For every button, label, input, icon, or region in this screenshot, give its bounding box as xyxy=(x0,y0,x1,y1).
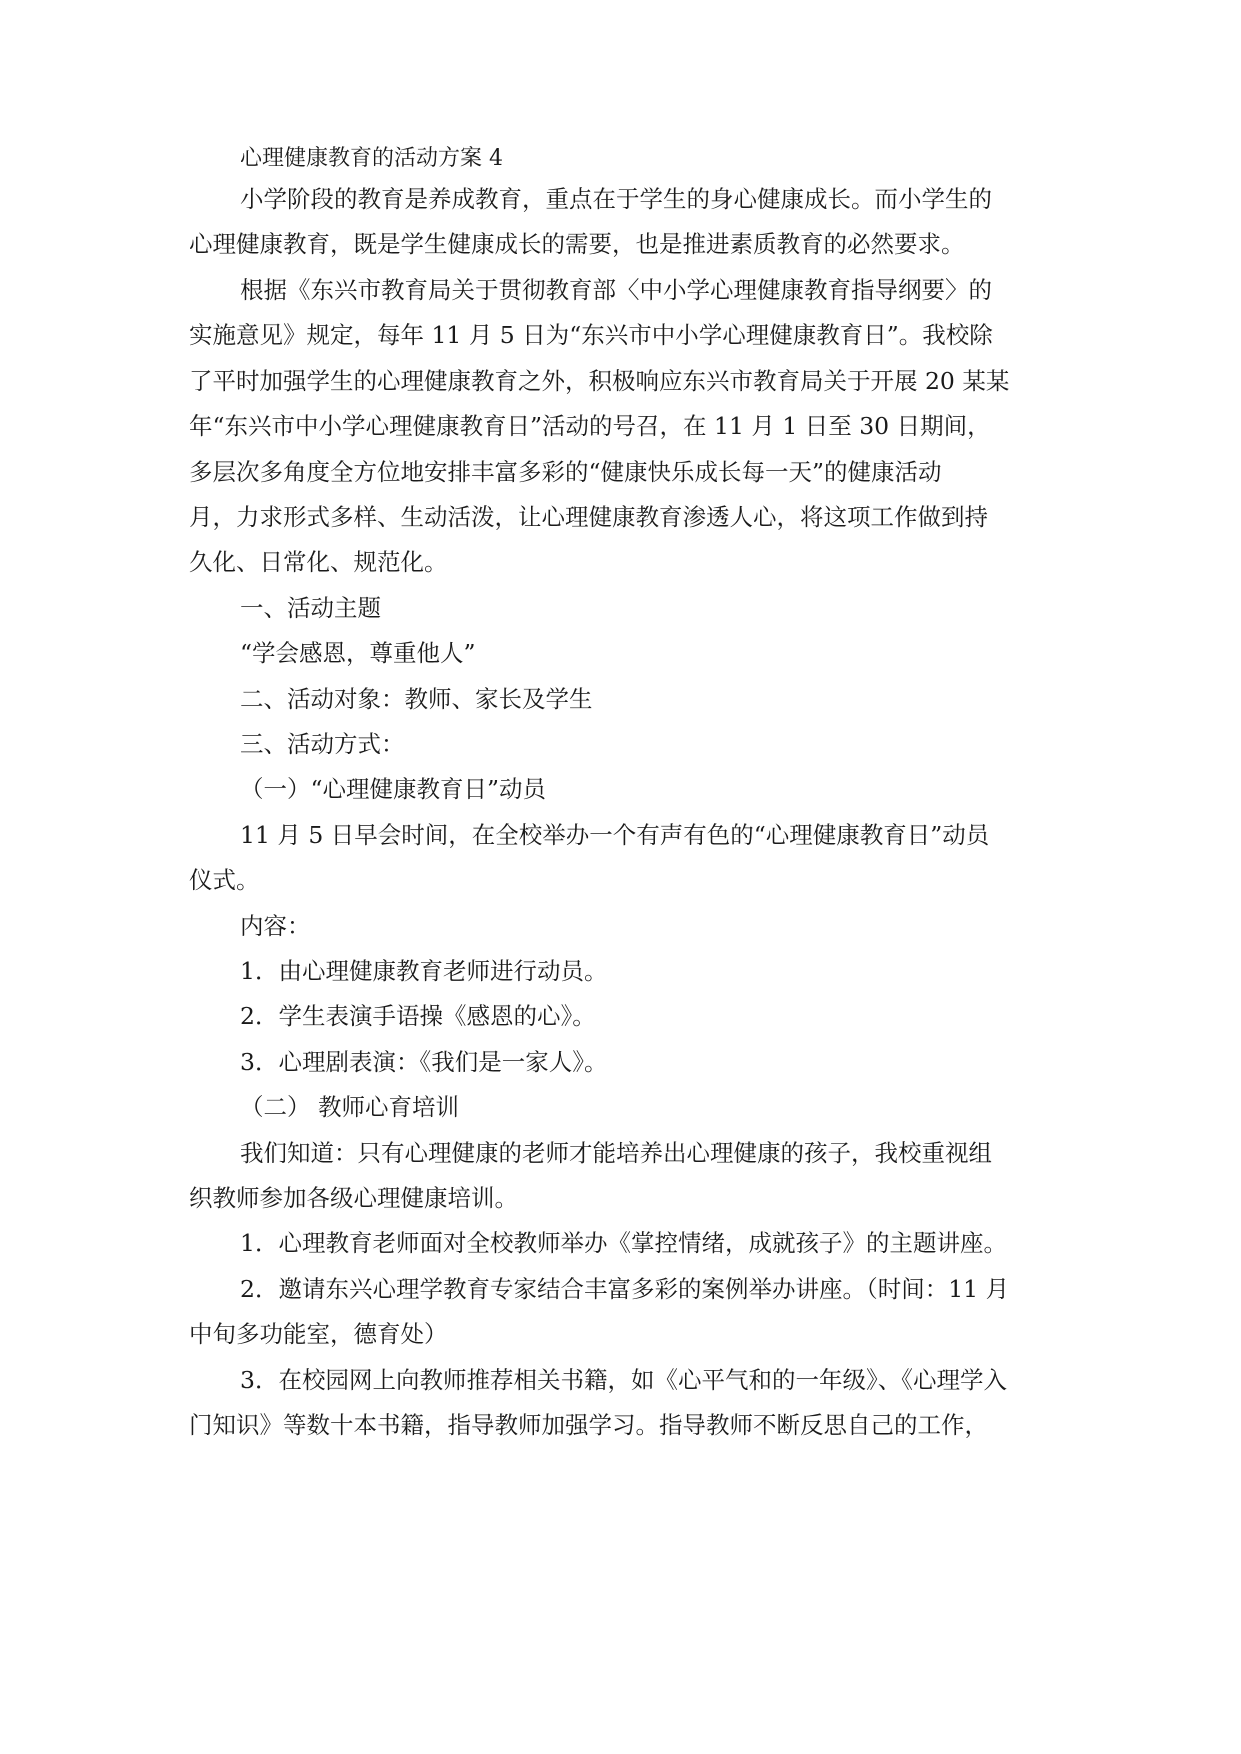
subsection-heading: （一）“心理健康教育日”动员 xyxy=(240,775,547,803)
paragraph-line: 年“东兴市中小学心理健康教育日”活动的号召，在 11 月 1 日至 30 日期间， xyxy=(189,412,991,440)
paragraph-line: 多层次多角度全方位地安排丰富多彩的“健康快乐成长每一天”的健康活动 xyxy=(189,458,942,486)
section-heading: 二、活动对象：教师、家长及学生 xyxy=(240,685,593,713)
paragraph-line: 根据《东兴市教育局关于贯彻教育部〈中小学心理健康教育指导纲要〉的 xyxy=(240,276,992,304)
paragraph-line: 中旬多功能室，德育处） xyxy=(189,1320,448,1348)
paragraph-line: 我们知道：只有心理健康的老师才能培养出心理健康的孩子，我校重视组 xyxy=(240,1139,992,1167)
paragraph-line: 实施意见》规定，每年 11 月 5 日为“东兴市中小学心理健康教育日”。我校除 xyxy=(189,321,993,349)
paragraph-line: 门知识》等数十本书籍，指导教师加强学习。指导教师不断反思自己的工作， xyxy=(189,1411,988,1439)
section-heading: 三、活动方式： xyxy=(240,730,405,758)
list-item: 2．邀请东兴心理学教育专家结合丰富多彩的案例举办讲座。（时间：11 月 xyxy=(240,1275,1010,1303)
paragraph-line: “学会感恩，尊重他人” xyxy=(240,639,476,667)
list-item: 3．心理剧表演：《我们是一家人》。 xyxy=(240,1048,608,1076)
paragraph-line: 11 月 5 日早会时间，在全校举办一个有声有色的“心理健康教育日”动员 xyxy=(240,821,990,849)
paragraph-line: 月，力求形式多样、生动活泼，让心理健康教育渗透人心，将这项工作做到持 xyxy=(189,503,988,531)
paragraph-line: 仪式。 xyxy=(189,866,260,894)
subsection-heading: （二） 教师心育培训 xyxy=(240,1093,459,1121)
document-title: 心理健康教育的活动方案 4 xyxy=(240,146,503,171)
paragraph-line: 内容： xyxy=(240,912,311,940)
paragraph-line: 小学阶段的教育是养成教育，重点在于学生的身心健康成长。而小学生的 xyxy=(240,185,992,213)
list-item: 3．在校园网上向教师推荐相关书籍，如《心平气和的一年级》、《心理学入 xyxy=(240,1366,1007,1394)
paragraph-line: 织教师参加各级心理健康培训。 xyxy=(189,1184,518,1212)
paragraph-line: 了平时加强学生的心理健康教育之外，积极响应东兴市教育局关于开展 20 某某 xyxy=(189,367,1010,395)
paragraph-line: 久化、日常化、规范化。 xyxy=(189,548,448,576)
list-item: 1．心理教育老师面对全校教师举办《掌控情绪，成就孩子》的主题讲座。 xyxy=(240,1229,1007,1257)
paragraph-line: 心理健康教育，既是学生健康成长的需要，也是推进素质教育的必然要求。 xyxy=(189,230,965,258)
section-heading: 一、活动主题 xyxy=(240,594,381,622)
list-item: 1．由心理健康教育老师进行动员。 xyxy=(240,957,608,985)
list-item: 2．学生表演手语操《感恩的心》。 xyxy=(240,1002,596,1030)
